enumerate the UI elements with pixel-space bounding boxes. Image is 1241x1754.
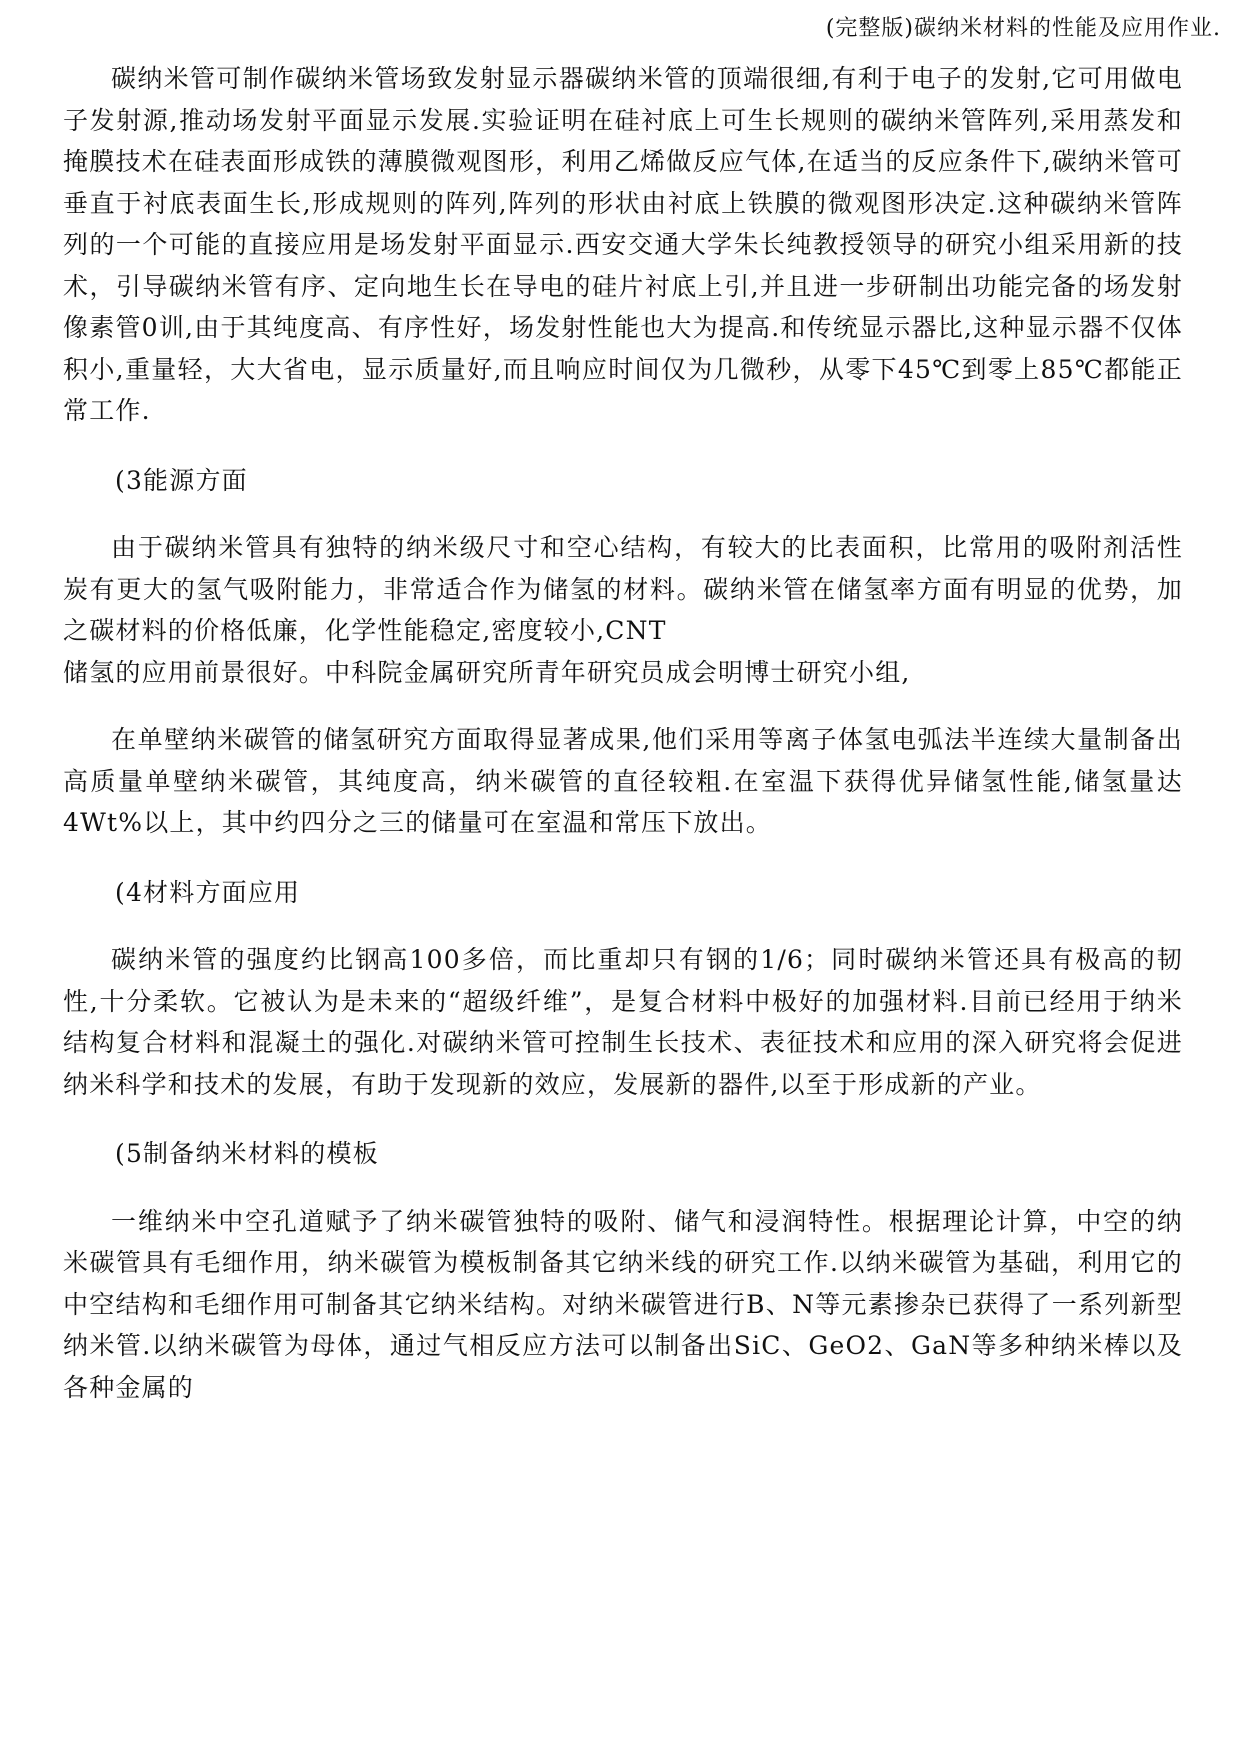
section-heading-energy: (3能源方面 (115, 465, 248, 495)
document-body (63, 58, 1183, 1408)
paragraph-hydrogen-storage-continued: 储氢的应用前景很好。中科院金属研究所青年研究员成会明博士研究小组, (63, 657, 911, 687)
spacer (63, 501, 1183, 527)
paragraph-single-wall-nanotube: 在单壁纳米碳管的储氢研究方面取得显著成果,他们采用等离子体氢电弧法半连续大量制备出高质量单壁纳米碳管，其纯度高，纳米碳管的直径较粗.在室温下获得优异储氢性能,储氢量达4Wt%以上，其中约四分之三的储量可在室温和常压下放出。 (63, 725, 1183, 837)
page-header-title: (完整版)碳纳米材料的性能及应用作业. (825, 16, 1221, 41)
paragraph-field-emission-display: 碳纳米管可制作碳纳米管场致发射显示器碳纳米管的顶端很细,有利于电子的发射,它可用做电子发射源,推动场发射平面显示发展.实验证明在硅衬底上可生长规则的碳纳米管阵列,采用蒸发和掩膜技术在硅表面形成铁的薄膜微观图形，利用乙烯做反应气体,在适当的反应条件下,碳纳米管可垂直于衬底表面生长,形成规则的阵列,阵列的形状由衬底上铁膜的微观图形决定.这种碳纳米管阵列的一个可能的直接应用是场发射平面显示.西安交通大学朱长纯教授领导的研究小组采用新的技术，引导碳纳米管有序、定向地生长在导电的硅片衬底上引,并且进一步研制出功能完备的场发射像素管0训,由于其纯度高、有序性好，场发射性能也大为提高.和传统显示器比,这种显示器不仅体积小,重量轻，大大省电，显示质量好,而且响应时间仅为几微秒，从零下45℃到零上85℃都能正常工作. (63, 64, 1183, 425)
spacer (63, 1105, 1183, 1133)
spacer (63, 844, 1183, 872)
spacer (63, 432, 1183, 460)
spacer (63, 693, 1183, 719)
section-heading-materials: (4材料方面应用 (115, 877, 301, 907)
section-heading-template: (5制备纳米材料的模板 (115, 1139, 379, 1168)
paragraph-hydrogen-storage: 由于碳纳米管具有独特的纳米级尺寸和空心结构，有较大的比表面积，比常用的吸附剂活性炭有更大的氢气吸附能力，非常适合作为储氢的材料。碳纳米管在储氢率方面有明显的优势，加之碳材料的价格低廉，化学性能稳定,密度较小,CNT (63, 533, 1183, 645)
paragraph-material-strength: 碳纳米管的强度约比钢高100多倍，而比重却只有钢的1/6；同时碳纳米管还具有极高的韧性,十分柔软。它被认为是未来的“超级纤维”，是复合材料中极好的加强材料.目前已经用于纳米结构复合材料和混凝土的强化.对碳纳米管可控制生长技术、表征技术和应用的深入研究将会促进纳米科学和技术的发展，有助于发现新的效应，发展新的器件,以至于形成新的产业。 (63, 945, 1183, 1099)
paragraph-nanomaterial-template: 一维纳米中空孔道赋予了纳米碳管独特的吸附、储气和浸润特性。根据理论计算，中空的纳米碳管具有毛细作用，纳米碳管为模板制备其它纳米线的研究工作.以纳米碳管为基础，利用它的中空结构和毛细作用可制备其它纳米结构。对纳米碳管进行B、N等元素掺杂已获得了一系列新型纳米管.以纳米碳管为母体，通过气相反应方法可以制备出SiC、GeO2、GaN等多种纳米棒以及各种金属的 (63, 1206, 1183, 1402)
spacer (63, 1175, 1183, 1201)
spacer (63, 913, 1183, 939)
